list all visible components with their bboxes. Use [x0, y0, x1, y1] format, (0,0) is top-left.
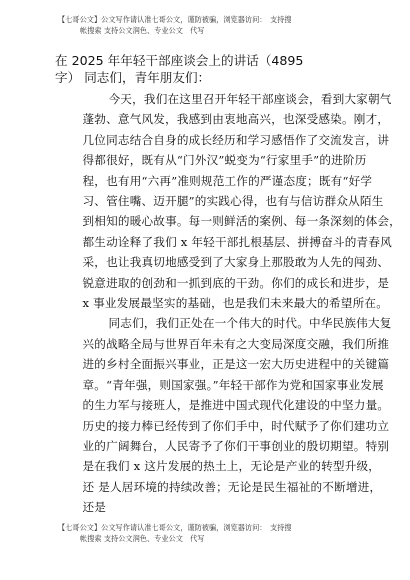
header-line-1: 【七哥公文】公文写作请认准七哥公文，谨防被骗，浏览器访问： 支持搜 — [58, 15, 292, 24]
paragraph-line: 今天，我们在这里召开年轻干部座谈会，看到大家朝气 — [108, 92, 392, 106]
paragraph-line: 同志们，我们正处在一个伟大的时代。中华民族伟大复 — [108, 316, 392, 331]
paragraph-line: 章。“青年强，则国家强。”年轻干部作为党和国家事业发展 — [82, 377, 384, 392]
paragraph-line: 进的乡村全面振兴事业，正是这一宏大历史进程中的关键篇 — [82, 357, 390, 372]
paragraph-line: 几位同志结合自身的成长经历和学习感悟作了交流发言，讲 — [82, 132, 390, 147]
header-line-2: 帐搜索 支持公文润色、专业公文 代写 — [80, 26, 205, 35]
page-header — [58, 14, 358, 36]
paragraph-line: 得都很好，既有从“门外汉”蜕变为“行家里手”的进阶历 — [82, 153, 367, 168]
paragraph-line: 兴的战略全局与世界百年未有之大变局深度交融，我们所推 — [82, 336, 390, 351]
document-body — [57, 89, 401, 518]
title-line-1: 在 2025 年年轻干部座谈会上的讲话（4895 — [55, 53, 304, 68]
paragraph-line: 程，也有用“六再”准则规范工作的严谨态度；既有“好学 — [82, 173, 373, 188]
footer-line-2: 帐搜索 支持公文润色、专业公文 代写 — [80, 534, 205, 543]
paragraph-line: 采，也让我真切地感受到了大家身上那股敢为人先的闯劲、 — [82, 255, 390, 270]
page-footer — [58, 522, 358, 544]
paragraph-line: 都生动诠释了我们 x 年轻干部扎根基层、拼搏奋斗的青春风 — [82, 234, 392, 249]
paragraph-line: 还 是人居环境的持续改善；无论是民生福祉的不断增进， — [82, 479, 382, 494]
paragraph-line: 业的广阔舞台，人民寄予了你们干事创业的殷切期望。特别 — [82, 438, 390, 453]
paragraph-line: 到相知的暖心故事。每一则鲜活的案例、每一条深刻的体会， — [82, 214, 401, 229]
paragraph-2 — [57, 313, 392, 517]
paragraph-line: 锐意进取的创劲和一抓到底的干劲。你们的成长和进步，是 — [82, 275, 390, 290]
paragraph-line: x 事业发展最坚实的基础，也是我们未来最大的希望所在。 — [82, 296, 388, 311]
paragraph-line: 历史的接力棒已经传到了你们手中，时代赋予了你们建功立 — [82, 418, 390, 433]
paragraph-1 — [57, 89, 401, 313]
paragraph-line: 习、管住嘴、迈开腿”的实践心得，也有与信访群众从陌生 — [82, 194, 384, 209]
paragraph-line: 还是 — [82, 500, 107, 515]
document-title — [55, 52, 355, 86]
title-line-2: 字） 同志们，青年朋友们： — [55, 70, 211, 85]
paragraph-line: 的生力军与接班人，是推进中国式现代化建设的中坚力量。 — [82, 398, 390, 413]
paragraph-line: 是在我们 x 这片发展的热土上，无论是产业的转型升级， — [82, 459, 381, 474]
footer-line-1: 【七哥公文】公文写作请认准七哥公文，谨防被骗，浏览器访问： 支持搜 — [58, 523, 292, 532]
paragraph-line: 蓬勃、意气风发，我感到由衷地高兴，也深受感染。刚才， — [82, 112, 390, 127]
